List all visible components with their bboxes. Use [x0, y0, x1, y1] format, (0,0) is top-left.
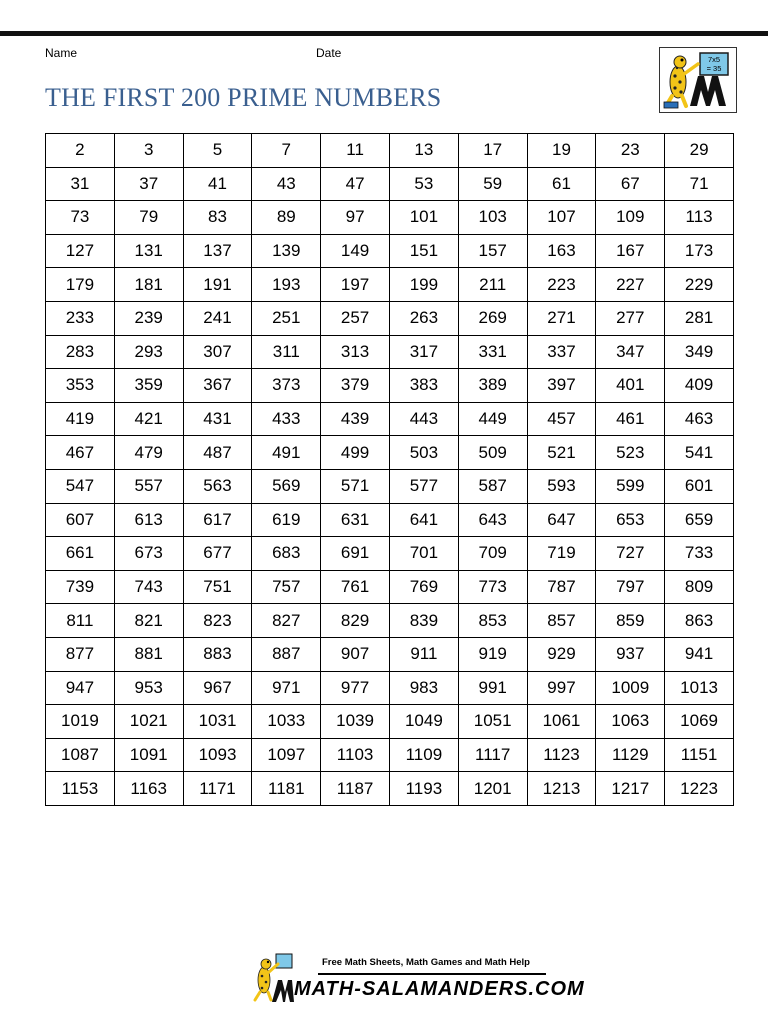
prime-cell: 293 — [114, 335, 183, 369]
prime-cell: 593 — [527, 469, 596, 503]
prime-cell: 227 — [596, 268, 665, 302]
prime-cell: 499 — [321, 436, 390, 470]
table-row — [46, 705, 734, 739]
prime-cell: 179 — [46, 268, 115, 302]
prime-cell: 733 — [665, 537, 734, 571]
footer — [250, 950, 585, 1006]
prime-cell: 43 — [252, 167, 321, 201]
prime-cell: 19 — [527, 134, 596, 168]
prime-cell: 137 — [183, 234, 252, 268]
prime-cell: 1097 — [252, 738, 321, 772]
table-row — [46, 671, 734, 705]
prime-cell: 449 — [458, 402, 527, 436]
prime-cell: 509 — [458, 436, 527, 470]
prime-cell: 73 — [46, 201, 115, 235]
prime-cell: 53 — [389, 167, 458, 201]
prime-cell: 601 — [665, 469, 734, 503]
prime-cell: 457 — [527, 402, 596, 436]
prime-cell: 1051 — [458, 705, 527, 739]
prime-cell: 281 — [665, 301, 734, 335]
prime-cell: 223 — [527, 268, 596, 302]
prime-cell: 389 — [458, 369, 527, 403]
table-row — [46, 503, 734, 537]
prime-cell: 937 — [596, 637, 665, 671]
prime-cell: 29 — [665, 134, 734, 168]
prime-cell: 929 — [527, 637, 596, 671]
prime-cell: 139 — [252, 234, 321, 268]
prime-cell: 809 — [665, 570, 734, 604]
prime-cell: 859 — [596, 604, 665, 638]
prime-cell: 947 — [46, 671, 115, 705]
prime-cell: 659 — [665, 503, 734, 537]
prime-cell: 1021 — [114, 705, 183, 739]
prime-cell: 197 — [321, 268, 390, 302]
prime-cell: 349 — [665, 335, 734, 369]
prime-cell: 89 — [252, 201, 321, 235]
table-row — [46, 234, 734, 268]
prime-cell: 67 — [596, 167, 665, 201]
date-label: Date — [316, 46, 342, 60]
prime-cell: 307 — [183, 335, 252, 369]
prime-cell: 857 — [527, 604, 596, 638]
prime-cell: 1181 — [252, 772, 321, 806]
prime-cell: 487 — [183, 436, 252, 470]
prime-cell: 79 — [114, 201, 183, 235]
prime-cell: 863 — [665, 604, 734, 638]
prime-cell: 727 — [596, 537, 665, 571]
table-row — [46, 335, 734, 369]
prime-cell: 607 — [46, 503, 115, 537]
prime-cell: 1093 — [183, 738, 252, 772]
prime-cell: 269 — [458, 301, 527, 335]
top-rule — [0, 31, 768, 36]
page-title: THE FIRST 200 PRIME NUMBERS — [45, 83, 442, 112]
prime-cell: 181 — [114, 268, 183, 302]
prime-cell: 683 — [252, 537, 321, 571]
logo — [659, 47, 737, 113]
prime-cell: 431 — [183, 402, 252, 436]
prime-cell: 421 — [114, 402, 183, 436]
prime-cell: 1163 — [114, 772, 183, 806]
prime-cell: 691 — [321, 537, 390, 571]
prime-cell: 647 — [527, 503, 596, 537]
prime-cell: 173 — [665, 234, 734, 268]
prime-cell: 977 — [321, 671, 390, 705]
table-row — [46, 604, 734, 638]
prime-cell: 3 — [114, 134, 183, 168]
prime-cell: 359 — [114, 369, 183, 403]
prime-cell: 523 — [596, 436, 665, 470]
prime-cell: 1049 — [389, 705, 458, 739]
prime-cell: 397 — [527, 369, 596, 403]
prime-cell: 631 — [321, 503, 390, 537]
prime-cell: 743 — [114, 570, 183, 604]
prime-cell: 877 — [46, 637, 115, 671]
prime-cell: 701 — [389, 537, 458, 571]
prime-cell: 151 — [389, 234, 458, 268]
prime-cell: 461 — [596, 402, 665, 436]
table-row — [46, 637, 734, 671]
prime-cell: 1039 — [321, 705, 390, 739]
prime-cell: 37 — [114, 167, 183, 201]
prime-cell: 401 — [596, 369, 665, 403]
prime-cell: 313 — [321, 335, 390, 369]
table-row — [46, 537, 734, 571]
prime-cell: 433 — [252, 402, 321, 436]
prime-cell: 811 — [46, 604, 115, 638]
prime-cell: 409 — [665, 369, 734, 403]
prime-cell: 587 — [458, 469, 527, 503]
prime-cell: 911 — [389, 637, 458, 671]
prime-cell: 1013 — [665, 671, 734, 705]
table-row — [46, 201, 734, 235]
prime-cell: 673 — [114, 537, 183, 571]
prime-cell: 419 — [46, 402, 115, 436]
prime-cell: 757 — [252, 570, 321, 604]
prime-cell: 1061 — [527, 705, 596, 739]
prime-cell: 769 — [389, 570, 458, 604]
table-row — [46, 268, 734, 302]
prime-cell: 311 — [252, 335, 321, 369]
prime-cell: 97 — [321, 201, 390, 235]
table-row — [46, 301, 734, 335]
prime-cell: 443 — [389, 402, 458, 436]
prime-cell: 271 — [527, 301, 596, 335]
prime-cell: 797 — [596, 570, 665, 604]
prime-cell: 1213 — [527, 772, 596, 806]
table-row — [46, 772, 734, 806]
prime-cell: 967 — [183, 671, 252, 705]
prime-cell: 821 — [114, 604, 183, 638]
prime-cell: 61 — [527, 167, 596, 201]
prime-cell: 1069 — [665, 705, 734, 739]
primes-table — [45, 133, 734, 806]
prime-cell: 467 — [46, 436, 115, 470]
salamander-mascot-icon — [250, 952, 294, 1004]
table-row — [46, 134, 734, 168]
prime-cell: 839 — [389, 604, 458, 638]
prime-cell: 997 — [527, 671, 596, 705]
prime-cell: 941 — [665, 637, 734, 671]
prime-cell: 881 — [114, 637, 183, 671]
prime-cell: 571 — [321, 469, 390, 503]
prime-cell: 127 — [46, 234, 115, 268]
prime-cell: 167 — [596, 234, 665, 268]
prime-cell: 619 — [252, 503, 321, 537]
table-row — [46, 469, 734, 503]
prime-cell: 71 — [665, 167, 734, 201]
prime-cell: 1217 — [596, 772, 665, 806]
prime-cell: 17 — [458, 134, 527, 168]
prime-cell: 367 — [183, 369, 252, 403]
prime-cell: 1063 — [596, 705, 665, 739]
prime-cell: 277 — [596, 301, 665, 335]
prime-cell: 41 — [183, 167, 252, 201]
prime-cell: 347 — [596, 335, 665, 369]
prime-cell: 1193 — [389, 772, 458, 806]
prime-cell: 1187 — [321, 772, 390, 806]
prime-cell: 1019 — [46, 705, 115, 739]
prime-cell: 241 — [183, 301, 252, 335]
prime-cell: 1123 — [527, 738, 596, 772]
prime-cell: 101 — [389, 201, 458, 235]
prime-cell: 1151 — [665, 738, 734, 772]
prime-cell: 353 — [46, 369, 115, 403]
prime-cell: 191 — [183, 268, 252, 302]
footer-site-name: MATH-SALAMANDERS.COM — [294, 978, 585, 1000]
prime-cell: 113 — [665, 201, 734, 235]
table-row — [46, 369, 734, 403]
salamander-teacher-icon — [660, 48, 736, 112]
prime-cell: 263 — [389, 301, 458, 335]
prime-cell: 1009 — [596, 671, 665, 705]
prime-cell: 283 — [46, 335, 115, 369]
prime-cell: 503 — [389, 436, 458, 470]
prime-cell: 1201 — [458, 772, 527, 806]
prime-cell: 1223 — [665, 772, 734, 806]
prime-cell: 887 — [252, 637, 321, 671]
board-text-line2: = 35 — [706, 64, 722, 73]
prime-cell: 239 — [114, 301, 183, 335]
prime-cell: 983 — [389, 671, 458, 705]
prime-cell: 199 — [389, 268, 458, 302]
prime-cell: 107 — [527, 201, 596, 235]
prime-cell: 83 — [183, 201, 252, 235]
prime-cell: 47 — [321, 167, 390, 201]
board-text-line1: 7x5 — [707, 55, 721, 64]
prime-cell: 677 — [183, 537, 252, 571]
prime-cell: 103 — [458, 201, 527, 235]
prime-cell: 1109 — [389, 738, 458, 772]
prime-cell: 773 — [458, 570, 527, 604]
prime-cell: 787 — [527, 570, 596, 604]
primes-table-body — [46, 134, 734, 806]
prime-cell: 1087 — [46, 738, 115, 772]
prime-cell: 163 — [527, 234, 596, 268]
prime-cell: 383 — [389, 369, 458, 403]
prime-cell: 827 — [252, 604, 321, 638]
prime-cell: 59 — [458, 167, 527, 201]
table-row — [46, 167, 734, 201]
prime-cell: 479 — [114, 436, 183, 470]
prime-cell: 823 — [183, 604, 252, 638]
prime-cell: 557 — [114, 469, 183, 503]
prime-cell: 251 — [252, 301, 321, 335]
prime-cell: 883 — [183, 637, 252, 671]
prime-cell: 953 — [114, 671, 183, 705]
prime-cell: 547 — [46, 469, 115, 503]
prime-cell: 761 — [321, 570, 390, 604]
prime-cell: 569 — [252, 469, 321, 503]
prime-cell: 1033 — [252, 705, 321, 739]
prime-cell: 463 — [665, 402, 734, 436]
prime-cell: 193 — [252, 268, 321, 302]
prime-cell: 229 — [665, 268, 734, 302]
prime-cell: 719 — [527, 537, 596, 571]
prime-cell: 661 — [46, 537, 115, 571]
prime-cell: 331 — [458, 335, 527, 369]
table-row — [46, 436, 734, 470]
prime-cell: 641 — [389, 503, 458, 537]
name-label: Name — [45, 46, 78, 60]
prime-cell: 599 — [596, 469, 665, 503]
prime-cell: 853 — [458, 604, 527, 638]
prime-cell: 919 — [458, 637, 527, 671]
prime-cell: 1171 — [183, 772, 252, 806]
prime-cell: 337 — [527, 335, 596, 369]
table-row — [46, 402, 734, 436]
prime-cell: 1153 — [46, 772, 115, 806]
prime-cell: 709 — [458, 537, 527, 571]
prime-cell: 1117 — [458, 738, 527, 772]
prime-cell: 131 — [114, 234, 183, 268]
prime-cell: 751 — [183, 570, 252, 604]
prime-cell: 577 — [389, 469, 458, 503]
prime-cell: 31 — [46, 167, 115, 201]
prime-cell: 7 — [252, 134, 321, 168]
prime-cell: 541 — [665, 436, 734, 470]
prime-cell: 2 — [46, 134, 115, 168]
prime-cell: 991 — [458, 671, 527, 705]
prime-cell: 643 — [458, 503, 527, 537]
prime-cell: 563 — [183, 469, 252, 503]
prime-cell: 373 — [252, 369, 321, 403]
prime-cell: 13 — [389, 134, 458, 168]
prime-cell: 317 — [389, 335, 458, 369]
prime-cell: 1091 — [114, 738, 183, 772]
prime-cell: 1129 — [596, 738, 665, 772]
prime-cell: 617 — [183, 503, 252, 537]
table-row — [46, 570, 734, 604]
prime-cell: 829 — [321, 604, 390, 638]
prime-cell: 257 — [321, 301, 390, 335]
prime-cell: 907 — [321, 637, 390, 671]
table-row — [46, 738, 734, 772]
footer-rule — [318, 973, 546, 975]
prime-cell: 613 — [114, 503, 183, 537]
prime-cell: 233 — [46, 301, 115, 335]
prime-cell: 5 — [183, 134, 252, 168]
footer-tagline: Free Math Sheets, Math Games and Math Help — [322, 957, 530, 968]
prime-cell: 971 — [252, 671, 321, 705]
prime-cell: 157 — [458, 234, 527, 268]
prime-cell: 491 — [252, 436, 321, 470]
prime-cell: 11 — [321, 134, 390, 168]
prime-cell: 521 — [527, 436, 596, 470]
prime-cell: 211 — [458, 268, 527, 302]
prime-cell: 23 — [596, 134, 665, 168]
prime-cell: 109 — [596, 201, 665, 235]
prime-cell: 379 — [321, 369, 390, 403]
prime-cell: 1031 — [183, 705, 252, 739]
prime-cell: 653 — [596, 503, 665, 537]
prime-cell: 1103 — [321, 738, 390, 772]
prime-cell: 439 — [321, 402, 390, 436]
prime-cell: 739 — [46, 570, 115, 604]
prime-cell: 149 — [321, 234, 390, 268]
